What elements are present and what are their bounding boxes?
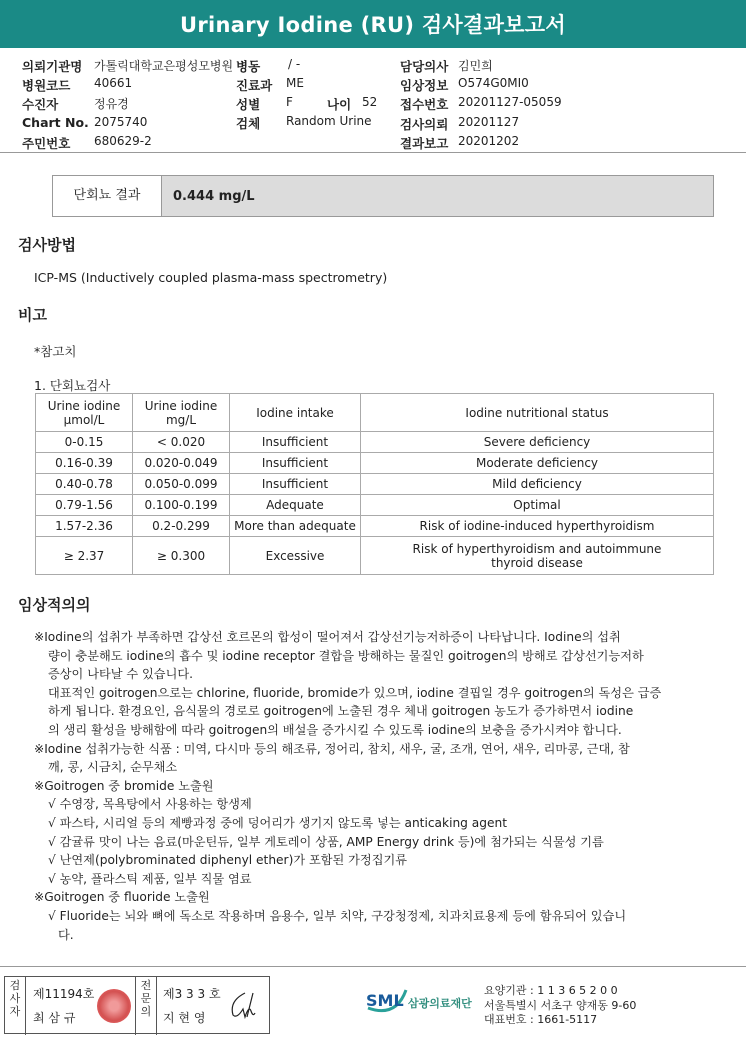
header-status: Iodine nutritional status: [361, 394, 714, 432]
cell: Moderate deficiency: [361, 453, 714, 474]
table-row: [36, 474, 714, 495]
footer: [0, 970, 746, 1040]
hospital-code-value: 40661: [94, 76, 133, 90]
note-line: √ 감귤류 맛이 나는 음료(마운틴듀, 일부 게토레이 상품, AMP Energy drink 등)에 첨가되는 식물성 기름: [48, 834, 604, 849]
clinical-info-label: 임상정보: [400, 78, 449, 93]
note-line: √ 농약, 플라스틱 제품, 일부 직물 염료: [48, 871, 252, 886]
table-row: [36, 537, 714, 575]
cell: 0.79-1.56: [36, 495, 133, 516]
footer-contact: [484, 984, 636, 1028]
table-row: [36, 432, 714, 453]
single-urine-title: 1. 단회뇨검사: [34, 378, 111, 393]
method-text: ICP-MS (Inductively coupled plasma-mass spectrometry): [34, 270, 388, 285]
chart-value: 2075740: [94, 115, 148, 129]
report-label: 결과보고: [400, 136, 449, 151]
ward-value: / -: [288, 57, 301, 71]
cell: Insufficient: [230, 453, 361, 474]
ward-label: 병동: [236, 59, 261, 74]
rrn-value: 680629-2: [94, 134, 152, 148]
note-line: ※Goitrogen 중 fluoride 노출원: [34, 890, 210, 905]
specimen-value: Random Urine: [286, 114, 372, 128]
clinical-info-value: O574G0MI0: [458, 76, 529, 90]
reference-note: *참고치: [34, 344, 77, 359]
dept-label: 진료과: [236, 78, 273, 93]
sex-value: F: [286, 95, 293, 109]
report-value: 20201202: [458, 134, 520, 148]
reference-table: [35, 393, 714, 575]
cell: ≥ 2.37: [36, 537, 133, 575]
doctor-label: 담당의사: [400, 59, 449, 74]
cell: Severe deficiency: [361, 432, 714, 453]
table-row: [36, 453, 714, 474]
cell: Risk of iodine-induced hyperthyroidism: [361, 516, 714, 537]
note-line: ※Goitrogen 중 bromide 노출원: [34, 778, 214, 793]
phone: 대표번호 : 1661-5117: [484, 1013, 598, 1026]
note-line: 다.: [58, 927, 74, 942]
header-mgl: Urine iodine mg/L: [133, 394, 230, 432]
cell: 0.2-0.299: [133, 516, 230, 537]
hospital-code-label: 병원코드: [22, 78, 71, 93]
institution-label: 의뢰기관명: [22, 59, 83, 74]
svg-text:삼광의료재단: 삼광의료재단: [408, 997, 472, 1010]
care-code: 요양기관 : 1 1 3 6 5 2 0 0: [484, 984, 618, 997]
doctor-value: 김민희: [458, 59, 493, 73]
remarks-heading: 비고: [18, 306, 47, 324]
specialist-number: 제3 3 3 호: [163, 987, 221, 1001]
inspector-name: 최 삼 규: [33, 1011, 76, 1025]
cell: Excessive: [230, 537, 361, 575]
receipt-value: 20201127-05059: [458, 95, 562, 109]
note-line: ※Iodine 섭취가능한 식품 : 미역, 다시마 등의 해조류, 정어리, 참치, 새우, 굴, 조개, 연어, 새우, 리마콩, 근대, 참: [34, 741, 630, 756]
cell: Adequate: [230, 495, 361, 516]
cell: Insufficient: [230, 432, 361, 453]
clinical-heading: 임상적의의: [18, 596, 91, 614]
dept-value: ME: [286, 76, 304, 90]
svg-text:SML: SML: [366, 991, 404, 1010]
request-label: 검사의뢰: [400, 117, 449, 132]
cell: < 0.020: [133, 432, 230, 453]
age-value: 52: [362, 95, 378, 109]
patient-value: 정유경: [94, 97, 129, 111]
sml-logo: [366, 984, 484, 1022]
method-heading: 검사방법: [18, 236, 76, 254]
note-line: 증상이 나타날 수 있습니다.: [48, 667, 194, 682]
clinical-notes: [34, 628, 714, 944]
note-line: √ 난연제(polybrominated diphenyl ether)가 포함된 가정집기류: [48, 853, 408, 868]
cell: Risk of hyperthyroidism and autoimmune thyroid disease: [361, 537, 714, 575]
specialist-label: 전문의: [135, 977, 157, 1035]
inspector-number: 제11194호: [33, 987, 95, 1001]
table-row: [36, 516, 714, 537]
note-line: 하게 됩니다. 환경요인, 음식물의 경로로 goitrogen에 노출된 경우 체내 goitrogen 농도가 증가하면서 iodine: [48, 704, 634, 719]
divider: [0, 152, 746, 153]
cell: 0-0.15: [36, 432, 133, 453]
cell: Optimal: [361, 495, 714, 516]
table-row: [36, 495, 714, 516]
cell: 0.020-0.049: [133, 453, 230, 474]
result-box: [52, 175, 714, 217]
specialist-name: 지 현 영: [163, 1011, 206, 1025]
request-value: 20201127: [458, 115, 520, 129]
note-line: √ 파스타, 시리얼 등의 제빵과정 중에 덩어리가 생기지 않도록 넣는 anticaking agent: [48, 815, 507, 830]
receipt-label: 접수번호: [400, 97, 449, 112]
cell: 1.57-2.36: [36, 516, 133, 537]
signature-box: [4, 976, 270, 1034]
report-title: Urinary Iodine (RU) 검사결과보고서: [0, 0, 746, 48]
rrn-label: 주민번호: [22, 136, 71, 151]
signature: [225, 987, 263, 1023]
address: 서울특별시 서초구 양재동 9-60: [484, 998, 637, 1012]
note-line: √ 수영장, 목욕탕에서 사용하는 항생제: [48, 797, 252, 812]
patient-label: 수진자: [22, 97, 59, 112]
sex-label: 성별: [236, 97, 261, 112]
specimen-label: 검체: [236, 116, 261, 131]
cell: 0.40-0.78: [36, 474, 133, 495]
institution-value: 가톨릭대학교은평성모병원: [94, 59, 234, 73]
cell: Mild deficiency: [361, 474, 714, 495]
result-label: 단회뇨 결과: [53, 176, 162, 216]
header-intake: Iodine intake: [230, 394, 361, 432]
cell: 0.050-0.099: [133, 474, 230, 495]
header-umol: Urine iodine μmol/L: [36, 394, 133, 432]
table-header-row: [36, 394, 714, 432]
cell: 0.100-0.199: [133, 495, 230, 516]
note-line: ※Iodine의 섭취가 부족하면 갑상선 호르몬의 합성이 떨어져서 갑상선기능저하증이 나타납니다. Iodine의 섭취: [34, 630, 621, 644]
age-label: 나이: [327, 97, 352, 112]
cell: More than adequate: [230, 516, 361, 537]
cell: Insufficient: [230, 474, 361, 495]
note-line: √ Fluoride는 뇌와 뼈에 독소로 작용하며 음용수, 일부 치약, 구강청정제, 치과치료용제 등에 함유되어 있습니: [48, 908, 627, 923]
result-value: 0.444 mg/L: [173, 189, 255, 204]
sml-mark-icon: [366, 984, 484, 1018]
inspector-label: 검사자: [5, 977, 26, 1035]
cell: 0.16-0.39: [36, 453, 133, 474]
note-line: 대표적인 goitrogen으로는 chlorine, fluoride, bromide가 있으며, iodine 결핍일 경우 goitrogen의 독성은 급증: [48, 685, 662, 700]
cell: ≥ 0.300: [133, 537, 230, 575]
note-line: 의 생리 활성을 방해함에 따라 goitrogen의 배설을 증가시킬 수 있도록 iodine의 보충을 증가시켜야 합니다.: [48, 722, 622, 737]
footer-divider: [0, 966, 746, 967]
chart-label: Chart No.: [22, 115, 89, 130]
note-line: 깨, 콩, 시금치, 순무채소: [48, 760, 178, 775]
note-line: 량이 충분해도 iodine의 흡수 및 iodine receptor 결합을 방해하는 물질인 goitrogen의 방해로 갑상선기능저하: [48, 648, 644, 663]
inspector-seal: [97, 989, 131, 1023]
